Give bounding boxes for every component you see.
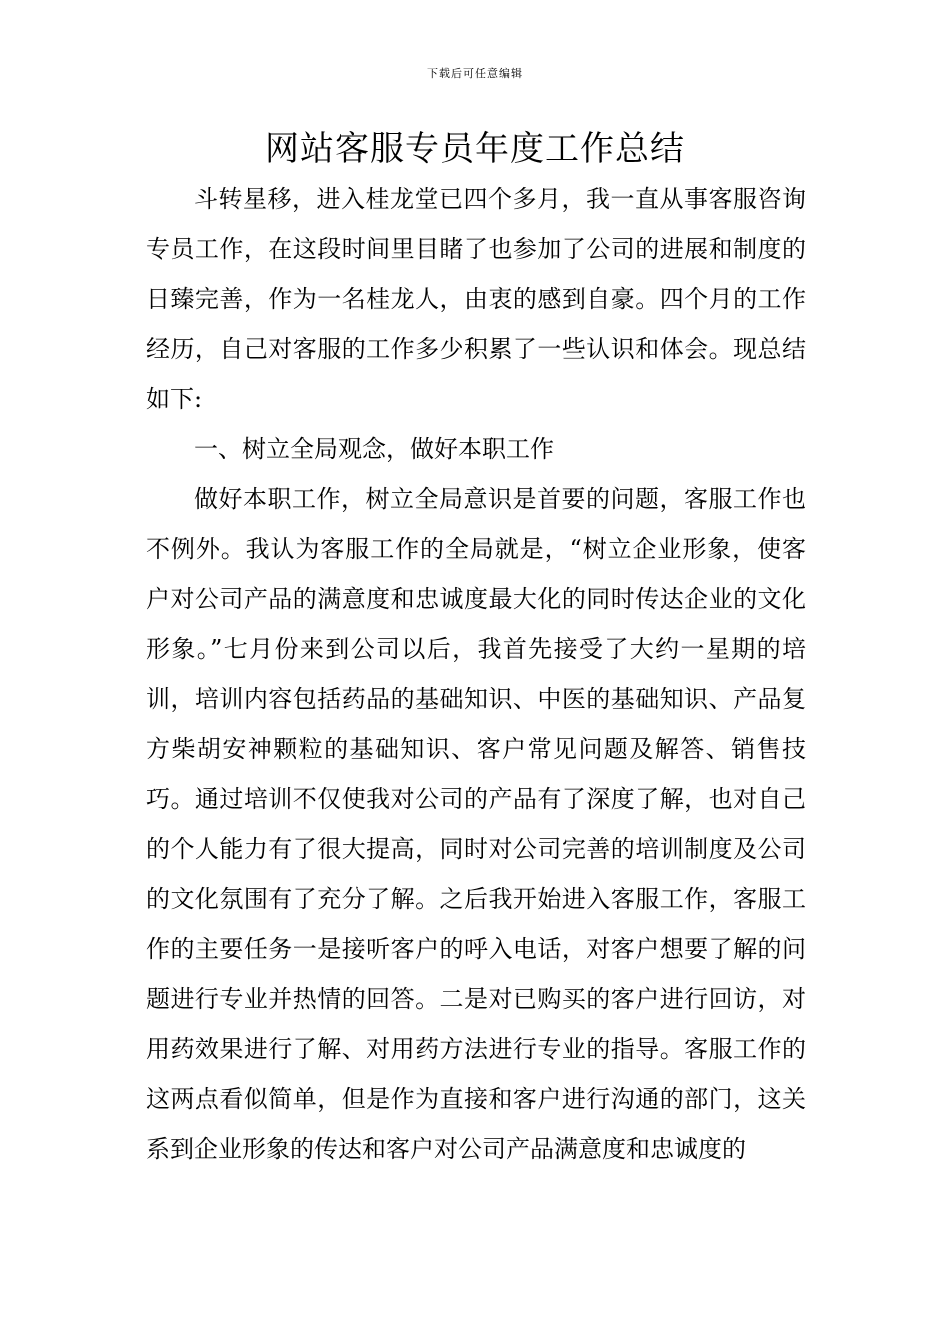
paragraph-section-1: 做好本职工作，树立全局意识是首要的问题，客服工作也不例外。我认为客服工作的全局就是，“树立企业形象，使客户对公司产品的满意度和忠诚度最大化的同时传达企业的文化形象。”七月份来到公司以后，我首先接受了大约一星期的培训，培训内容包括药品的基础知识、中医的基础知识、产品复方柴胡安神颗粒的基础知识、客户常见问题及解答、销售技巧。通过培训不仅使我对公司的产品有了深度了解，也对自己的个人能力有了很大提高，同时对公司完善的培训制度及公司的文化氛围有了充分了解。之后我开始进入客服工作，客服工作的主要任务一是接听客户的呼入电话，对客户想要了解的问题进行专业并热情的回答。二是对已购买的客户进行回访，对用药效果进行了解、对用药方法进行专业的指导。客服工作的这两点看似简单，但是作为直接和客户进行沟通的部门，这关系到企业形象的传达和客户对公司产品满意度和忠诚度的 <box>146 485 806 1163</box>
section-heading-1: 一、树立全局观念，做好本职工作 <box>194 435 554 463</box>
document-title: 网站客服专员年度工作总结 <box>265 129 685 169</box>
document-body <box>146 174 806 1174</box>
paragraph-intro: 斗转星移，进入桂龙堂已四个多月，我一直从事客服咨询专员工作，在这段时间里目睹了也参加了公司的进展和制度的日臻完善，作为一名桂龙人，由衷的感到自豪。四个月的工作经历，自己对客服的工作多少积累了一些认识和体会。现总结如下: <box>146 185 806 413</box>
header-note: 下载后可任意编辑 <box>427 67 523 80</box>
